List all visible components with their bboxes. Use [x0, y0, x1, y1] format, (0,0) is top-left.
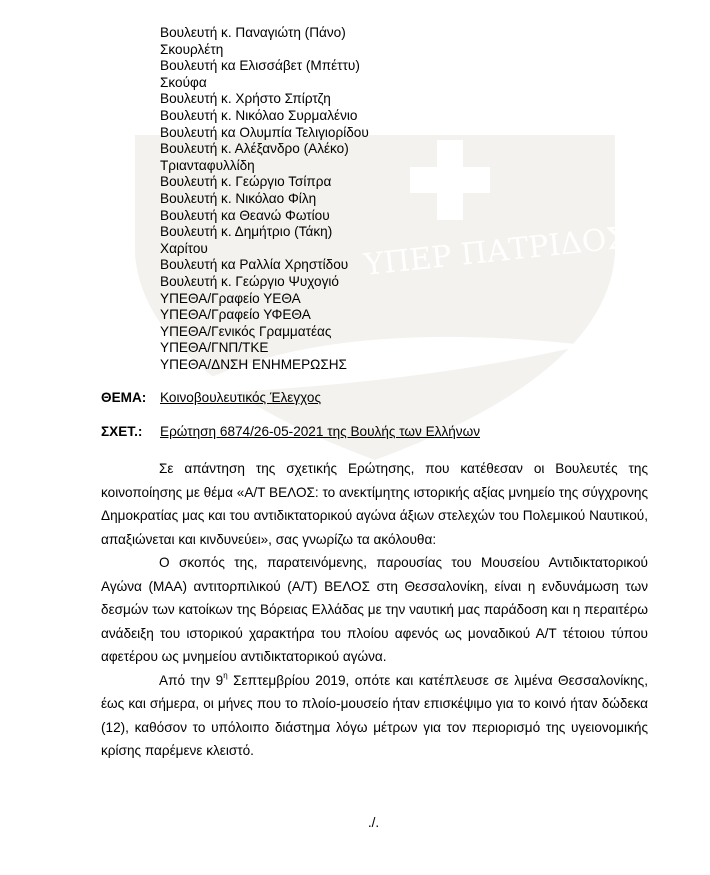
paragraph-visiting-start: Από την 9: [159, 672, 224, 688]
reference-label: ΣΧΕΤ.:: [101, 424, 143, 439]
recipient-line: Χαρίτου: [160, 240, 208, 256]
recipient-line: Βουλευτή κ. Γεώργιο Τσίπρα: [160, 174, 332, 190]
recipient-line: ΥΠΕΘΑ/Γενικός Γραμματέας: [160, 323, 332, 339]
paragraph-reply-intro: Σε απάντηση της σχετικής Ερώτησης, που κατέθεσαν οι Βουλευτές της κοινοποίησης με θέμα «Α/Τ ΒΕΛΟΣ: το ανεκτίμητης ιστορικής αξίας μνημείο της σύγχρονης Δημοκρατίας μας και του αντιδικτατορικού αγώνα άξιων στελεχών του Πολεμικού Ναυτικού, απαξιώνεται και κινδυνεύει», σας γνωρίζω τα ακόλουθα:: [101, 461, 648, 547]
recipient-line: Βουλευτή κ. Γεώργιο Ψυχογιό: [160, 273, 339, 289]
recipient-line: ΥΠΕΘΑ/Γραφείο ΥΕΘΑ: [160, 290, 301, 306]
recipient-line: Βουλευτή κ. Δημήτριο (Τάκη): [160, 224, 333, 240]
watermark-motto: ΥΠΕΡ ΠΑΤΡΙΔΟΣ: [362, 220, 630, 283]
ordinal-superscript: η: [223, 670, 228, 680]
subject-line: [101, 389, 321, 406]
paragraph-museum-purpose: Ο σκοπός της, παρατεινόμενης, παρουσίας του Μουσείου Αντιδικτατορικού Αγώνα (ΜΑΑ) αντιτορπιλικού (Α/Τ) ΒΕΛΟΣ στη Θεσσαλονίκη, είναι η ενδυνάμωση των δεσμών των κατοίκων της Βόρειας Ελλάδας με την ναυτική μας παράδοση και η περαιτέρω ανάδειξη του ιστορικού χαρακτήρα του πλοίου αφενός ως μοναδικού Α/Τ τέτοιου τύπου αφετέρου ως μνημείου αντιδικτατορικού αγώνα.: [101, 555, 648, 664]
watermark-cross-vertical: [437, 140, 463, 220]
recipient-line: Βουλευτή κ. Παναγιώτη (Πάνο): [160, 25, 346, 40]
recipient-line: Βουλευτή κ. Νικόλαο Συρμαλένιο: [160, 107, 358, 123]
recipient-line: Σκούφα: [160, 74, 207, 90]
recipient-line: Βουλευτή κα Ολυμπία Τελιγιορίδου: [160, 124, 369, 140]
recipient-line: Βουλευτή κ. Αλέξανδρο (Αλέκο): [160, 141, 349, 157]
reference-value: Ερώτηση 6874/26-05-2021 της Βουλής των Ελλήνων: [160, 424, 481, 439]
watermark-cross-horizontal: [410, 167, 490, 193]
recipient-line: Τριανταφυλλίδη: [160, 157, 255, 173]
recipient-line: ΥΠΕΘΑ/Γραφείο ΥΦΕΘΑ: [160, 307, 311, 323]
recipient-line: Βουλευτή κ. Νικόλαο Φίλη: [160, 190, 317, 206]
continuation-mark: ./.: [367, 815, 380, 830]
recipient-line: ΥΠΕΘΑ/ΔΝΣΗ ΕΝΗΜΕΡΩΣΗΣ: [160, 356, 347, 372]
subject-value: Κοινοβουλευτικός Έλεγχος: [160, 390, 322, 405]
paragraph-visiting-months: [101, 669, 648, 763]
paragraph-visiting-rest: Σεπτεμβρίου 2019, οπότε και κατέπλευσε σε λιμένα Θεσσαλονίκης, έως και σήμερα, οι μήνες που το πλοίο-μουσείο ήταν επισκέψιμο για το κοινό ήταν δώδεκα (12), καθόσον το υπόλοιπο διάστημα λόγω μέτρων για τον περιορισμό της υγειονομικής κρίσης παρέμενε κλειστό.: [101, 672, 648, 758]
recipient-line: Βουλευτή κα Θεανώ Φωτίου: [160, 207, 330, 223]
recipient-line: Βουλευτή κα Ελισσάβετ (Μπέττυ): [160, 58, 360, 74]
recipient-line: Σκουρλέτη: [160, 41, 224, 57]
recipients-list: [160, 25, 369, 373]
recipient-line: ΥΠΕΘΑ/ΓΝΠ/ΤΚΕ: [160, 340, 269, 356]
recipient-line: Βουλευτή κα Ραλλία Χρηστίδου: [160, 257, 349, 273]
letter-body: [101, 457, 648, 763]
recipient-line: Βουλευτή κ. Χρήστο Σπίρτζη: [160, 91, 331, 107]
reference-line: [101, 423, 480, 440]
subject-label: ΘΕΜΑ:: [101, 390, 147, 405]
